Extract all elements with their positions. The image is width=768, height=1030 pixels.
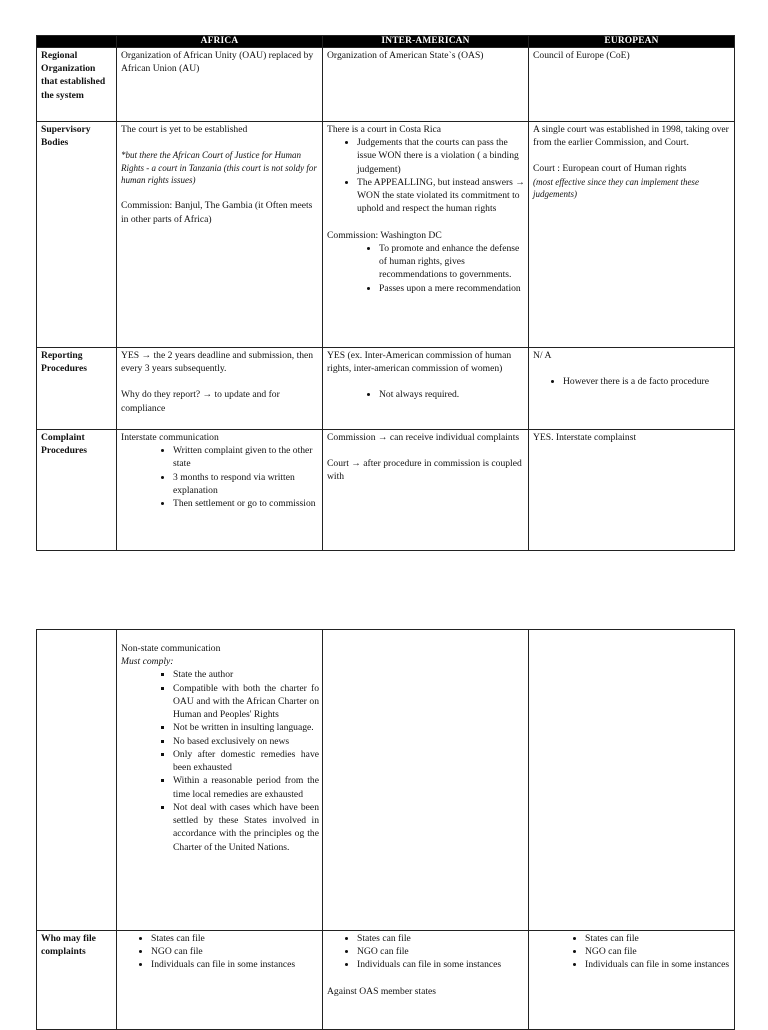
text: The court is yet to be established	[121, 124, 248, 135]
text: Court → after procedure in commission is coupled with	[327, 458, 522, 483]
row-label-regional: Regional Organization that established the system	[37, 48, 117, 122]
cell-regional-inter-american: Organization of American State`s (OAS)	[323, 48, 529, 122]
list-item: • Individuals can file in some instances	[357, 958, 525, 971]
comparison-table-continued	[36, 629, 735, 1030]
list-item: • Not always required.	[379, 388, 525, 401]
bullet-list	[327, 932, 525, 972]
list-item: ▪ Only after domestic remedies have been exhausted	[173, 748, 319, 774]
bullet-list	[121, 932, 319, 972]
list-item: • NGO can file	[151, 945, 319, 958]
list-item: ▪ No based exclusively on news	[173, 735, 319, 748]
list-item: • States can file	[357, 932, 525, 945]
row-complaint-procedures	[37, 430, 735, 551]
bullet-list	[327, 136, 525, 215]
text: N/ A	[533, 350, 552, 361]
list-item: • States can file	[151, 932, 319, 945]
note: *but there the African Court of Justice for Human Rights - a court in Tanzania (this court is not soldy for human rights issues)	[121, 150, 317, 186]
bullet-list	[121, 444, 319, 510]
list-item: ▪ Compatible with both the charter fo OAU and with the African Charter on Human and Peoples' Rights	[173, 682, 319, 722]
list-item: • NGO can file	[357, 945, 525, 958]
list-item: • The APPEALLING, but instead answers → WON the state violated its commitment to uphold and respect the human rights	[357, 176, 525, 216]
bullet-list	[533, 375, 731, 388]
cell-reporting-european	[529, 348, 735, 430]
header-africa: AFRICA	[117, 36, 323, 48]
cell-complaint-africa	[117, 430, 323, 551]
text: Court : European court of Human rights	[533, 163, 687, 175]
row-supervisory-bodies	[37, 122, 735, 348]
cell-who-european	[529, 931, 735, 1030]
list-item: ▪ Not deal with cases which have been settled by these States involved in accordance with the principles og the Charter of the United Nations.	[173, 801, 319, 854]
list-item: • Judgements that the courts can pass the issue WON there is a violation ( a binding judgement)	[357, 136, 525, 176]
bullet-list	[327, 242, 525, 295]
bullet-list	[533, 932, 731, 972]
text: YES. Interstate complainst	[533, 432, 637, 443]
text: Must comply:	[121, 656, 174, 668]
row-label-supervisory: Supervisory Bodies	[37, 122, 117, 348]
bullet-list	[121, 668, 319, 853]
text: YES (ex. Inter-American commission of human rights, inter-american commission of women)	[327, 350, 512, 375]
list-item: • To promote and enhance the defense of human rights, gives recommendations to governments.	[379, 242, 525, 282]
cell-who-africa	[117, 931, 323, 1030]
note: (most effective since they can implement these judgements)	[533, 176, 699, 200]
row-label-who: Who may file complaints	[37, 931, 117, 1030]
header-blank	[37, 36, 117, 48]
cell-supervisory-africa	[117, 122, 323, 348]
cell-reporting-africa	[117, 348, 323, 430]
cell-nonstate-inter-american	[323, 630, 529, 931]
cell-regional-africa: Organization of African Unity (OAU) replaced by African Union (AU)	[117, 48, 323, 122]
text: Interstate communication	[121, 432, 219, 443]
cell-supervisory-inter-american	[323, 122, 529, 348]
list-item: • Then settlement or go to commission	[173, 497, 319, 510]
cell-who-inter-american	[323, 931, 529, 1030]
header-european: EUROPEAN	[529, 36, 735, 48]
list-item: • Passes upon a mere recommendation	[379, 282, 525, 295]
text: Against OAS member states	[327, 985, 436, 997]
text: There is a court in Costa Rica	[327, 124, 442, 135]
cell-reporting-inter-american	[323, 348, 529, 430]
list-item: • Written complaint given to the other state	[173, 444, 319, 470]
text: Non-state communication	[121, 643, 221, 654]
list-item: • 3 months to respond via written explanation	[173, 471, 319, 497]
row-reporting-procedures	[37, 348, 735, 430]
text: A single court was established in 1998, taking over from the earlier Commission, and Court.	[533, 124, 729, 149]
list-item: ▪ Within a reasonable period from the time local remedies are exhausted	[173, 774, 319, 800]
list-item: • Individuals can file in some instances	[151, 958, 319, 971]
row-label-reporting: Reporting Procedures	[37, 348, 117, 430]
cell-supervisory-european	[529, 122, 735, 348]
cell-nonstate-africa	[117, 630, 323, 931]
list-item: • States can file	[585, 932, 731, 945]
list-item: • NGO can file	[585, 945, 731, 958]
comparison-table-top	[36, 35, 735, 551]
bullet-list	[327, 388, 525, 401]
cell-regional-european: Council of Europe (CoE)	[529, 48, 735, 122]
text: YES → the 2 years deadline and submission, then every 3 years subsequently.	[121, 350, 314, 375]
header-inter-american: INTER-AMERICAN	[323, 36, 529, 48]
row-label-empty	[37, 630, 117, 931]
list-item: • However there is a de facto procedure	[563, 375, 731, 388]
row-label-complaint: Complaint Procedures	[37, 430, 117, 551]
list-item: ▪ Not be written in insulting language.	[173, 721, 319, 734]
cell-complaint-european	[529, 430, 735, 551]
header-row	[37, 36, 735, 48]
list-item: ▪ State the author	[173, 668, 319, 681]
cell-nonstate-european	[529, 630, 735, 931]
text: Commission: Banjul, The Gambia (it Often meets in other parts of Africa)	[121, 200, 313, 225]
row-regional-organization	[37, 48, 735, 122]
list-item: • Individuals can file in some instances	[585, 958, 731, 971]
row-who-may-file	[37, 931, 735, 1030]
cell-complaint-inter-american	[323, 430, 529, 551]
text: Commission → can receive individual complaints	[327, 432, 520, 443]
text: Commission: Washington DC	[327, 229, 442, 241]
row-non-state-communication	[37, 630, 735, 931]
text: Why do they report? → to update and for compliance	[121, 389, 280, 414]
